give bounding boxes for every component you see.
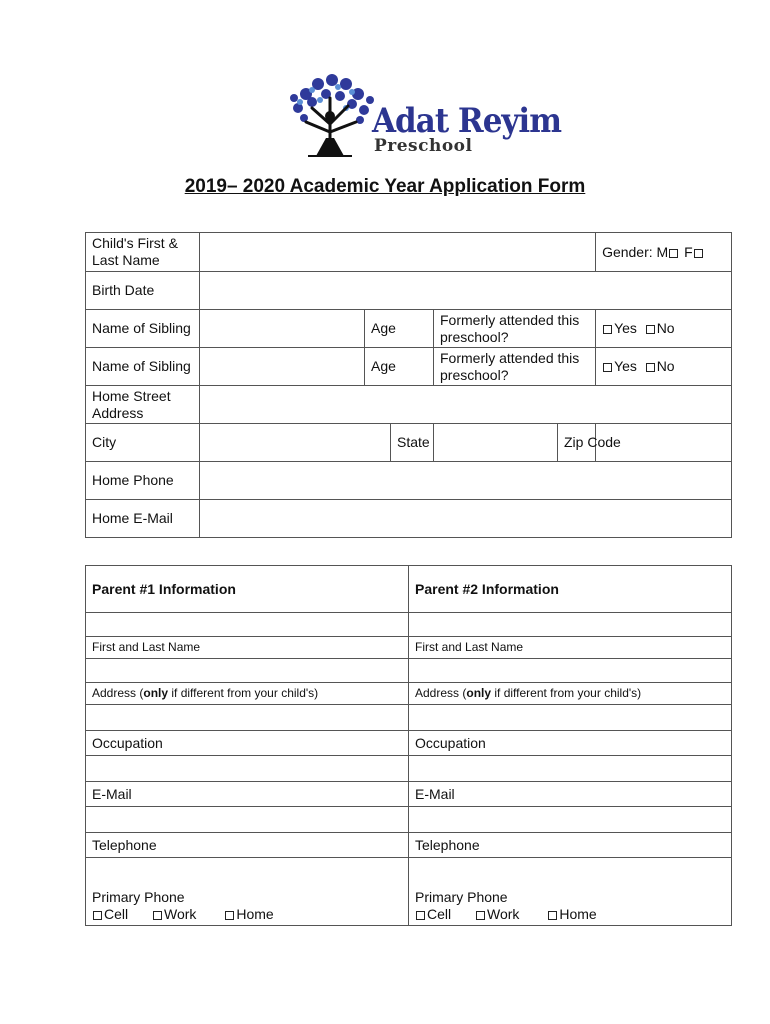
home-email-label: Home E-Mail [86, 500, 200, 538]
zip-label: Zip Code [558, 424, 596, 462]
home-phone-field[interactable] [200, 462, 732, 500]
parent-1-telephone-field[interactable] [86, 807, 409, 833]
address-label-post: if different from your child's) [491, 686, 642, 700]
parent-2-occupation-field[interactable] [409, 705, 732, 731]
sibling-2-attended-label: Formerly attended this preschool? [434, 348, 596, 386]
parent-2-work-checkbox[interactable] [476, 911, 485, 920]
city-label: City [86, 424, 200, 462]
sibling-2-label: Name of Sibling [86, 348, 200, 386]
address-label-pre: Address ( [415, 686, 467, 700]
parent-1-name-field[interactable] [86, 613, 409, 637]
parent-2-telephone-field[interactable] [409, 807, 732, 833]
gender-cell [596, 233, 732, 272]
sibling-2-yes-checkbox[interactable] [603, 363, 612, 372]
no-label: No [656, 320, 675, 336]
primary-phone-label: Primary Phone [92, 889, 185, 905]
page-title: 2019– 2020 Academic Year Application Form [184, 176, 586, 197]
sibling-1-label: Name of Sibling [86, 310, 200, 348]
sibling-2-age[interactable] [365, 348, 434, 386]
parent-2-email-label: E-Mail [409, 782, 732, 807]
parent-1-header: Parent #1 Information [86, 566, 409, 613]
gender-m-checkbox[interactable] [669, 249, 678, 258]
parent-2-telephone-label: Telephone [409, 833, 732, 858]
child-name-field[interactable] [200, 233, 596, 272]
parent-1-email-label: E-Mail [86, 782, 409, 807]
state-label: State [391, 424, 434, 462]
parent-1-occupation-field[interactable] [86, 705, 409, 731]
child-info-table [85, 232, 732, 538]
street-address-field[interactable] [200, 386, 732, 424]
city-field[interactable] [200, 424, 391, 462]
parent-info-table [85, 565, 732, 926]
sibling-2-attended-options [596, 348, 732, 386]
parent-1-work-checkbox[interactable] [153, 911, 162, 920]
parent-2-cell-checkbox[interactable] [416, 911, 425, 920]
parent-2-name-field[interactable] [409, 613, 732, 637]
home-email-field[interactable] [200, 500, 732, 538]
yes-label: Yes [614, 320, 637, 336]
address-label-pre: Address ( [92, 686, 144, 700]
primary-phone-label: Primary Phone [415, 889, 508, 905]
cell-label: Cell [104, 906, 129, 922]
age-label: Age [371, 320, 396, 336]
parent-1-address-field[interactable] [86, 659, 409, 683]
yes-label: Yes [614, 358, 637, 374]
cell-label: Cell [427, 906, 452, 922]
tree-logo-icon [286, 72, 376, 158]
sibling-1-attended-label: Formerly attended this preschool? [434, 310, 596, 348]
sibling-1-yes-checkbox[interactable] [603, 325, 612, 334]
no-label: No [656, 358, 675, 374]
state-field[interactable] [434, 424, 558, 462]
birth-date-field[interactable] [200, 272, 732, 310]
school-logo [286, 72, 562, 162]
parent-1-address-label [86, 683, 409, 705]
sibling-1-attended-options [596, 310, 732, 348]
parent-2-occupation-label: Occupation [409, 731, 732, 756]
work-label: Work [164, 906, 197, 922]
sibling-1-age[interactable] [365, 310, 434, 348]
home-label: Home [236, 906, 274, 922]
sibling-2-field[interactable] [200, 348, 365, 386]
parent-2-home-checkbox[interactable] [548, 911, 557, 920]
logo-subtitle: Preschool [374, 136, 473, 156]
gender-f-label: F [684, 243, 693, 260]
parent-1-home-checkbox[interactable] [225, 911, 234, 920]
parent-1-email-field[interactable] [86, 756, 409, 782]
parent-2-primary-phone [409, 858, 732, 926]
age-label: Age [371, 358, 396, 374]
birth-date-label: Birth Date [86, 272, 200, 310]
parent-2-name-label: First and Last Name [409, 637, 732, 659]
address-label-post: if different from your child's) [168, 686, 319, 700]
parent-1-cell-checkbox[interactable] [93, 911, 102, 920]
child-name-label: Child's First & Last Name [86, 233, 200, 272]
parent-2-address-field[interactable] [409, 659, 732, 683]
gender-label: Gender: M [602, 243, 669, 260]
parent-1-name-label: First and Last Name [86, 637, 409, 659]
sibling-2-no-checkbox[interactable] [646, 363, 655, 372]
parent-2-email-field[interactable] [409, 756, 732, 782]
home-phone-label: Home Phone [86, 462, 200, 500]
work-label: Work [487, 906, 520, 922]
gender-f-checkbox[interactable] [694, 249, 703, 258]
parent-1-occupation-label: Occupation [86, 731, 409, 756]
address-label-bold: only [143, 686, 169, 700]
logo-name: Adat Reyim [372, 102, 562, 141]
parent-2-address-label [409, 683, 732, 705]
parent-1-telephone-label: Telephone [86, 833, 409, 858]
street-address-label: Home Street Address [86, 386, 200, 424]
sibling-1-no-checkbox[interactable] [646, 325, 655, 334]
parent-2-header: Parent #2 Information [409, 566, 732, 613]
parent-1-primary-phone [86, 858, 409, 926]
sibling-1-field[interactable] [200, 310, 365, 348]
home-label: Home [559, 906, 597, 922]
address-label-bold: only [466, 686, 492, 700]
